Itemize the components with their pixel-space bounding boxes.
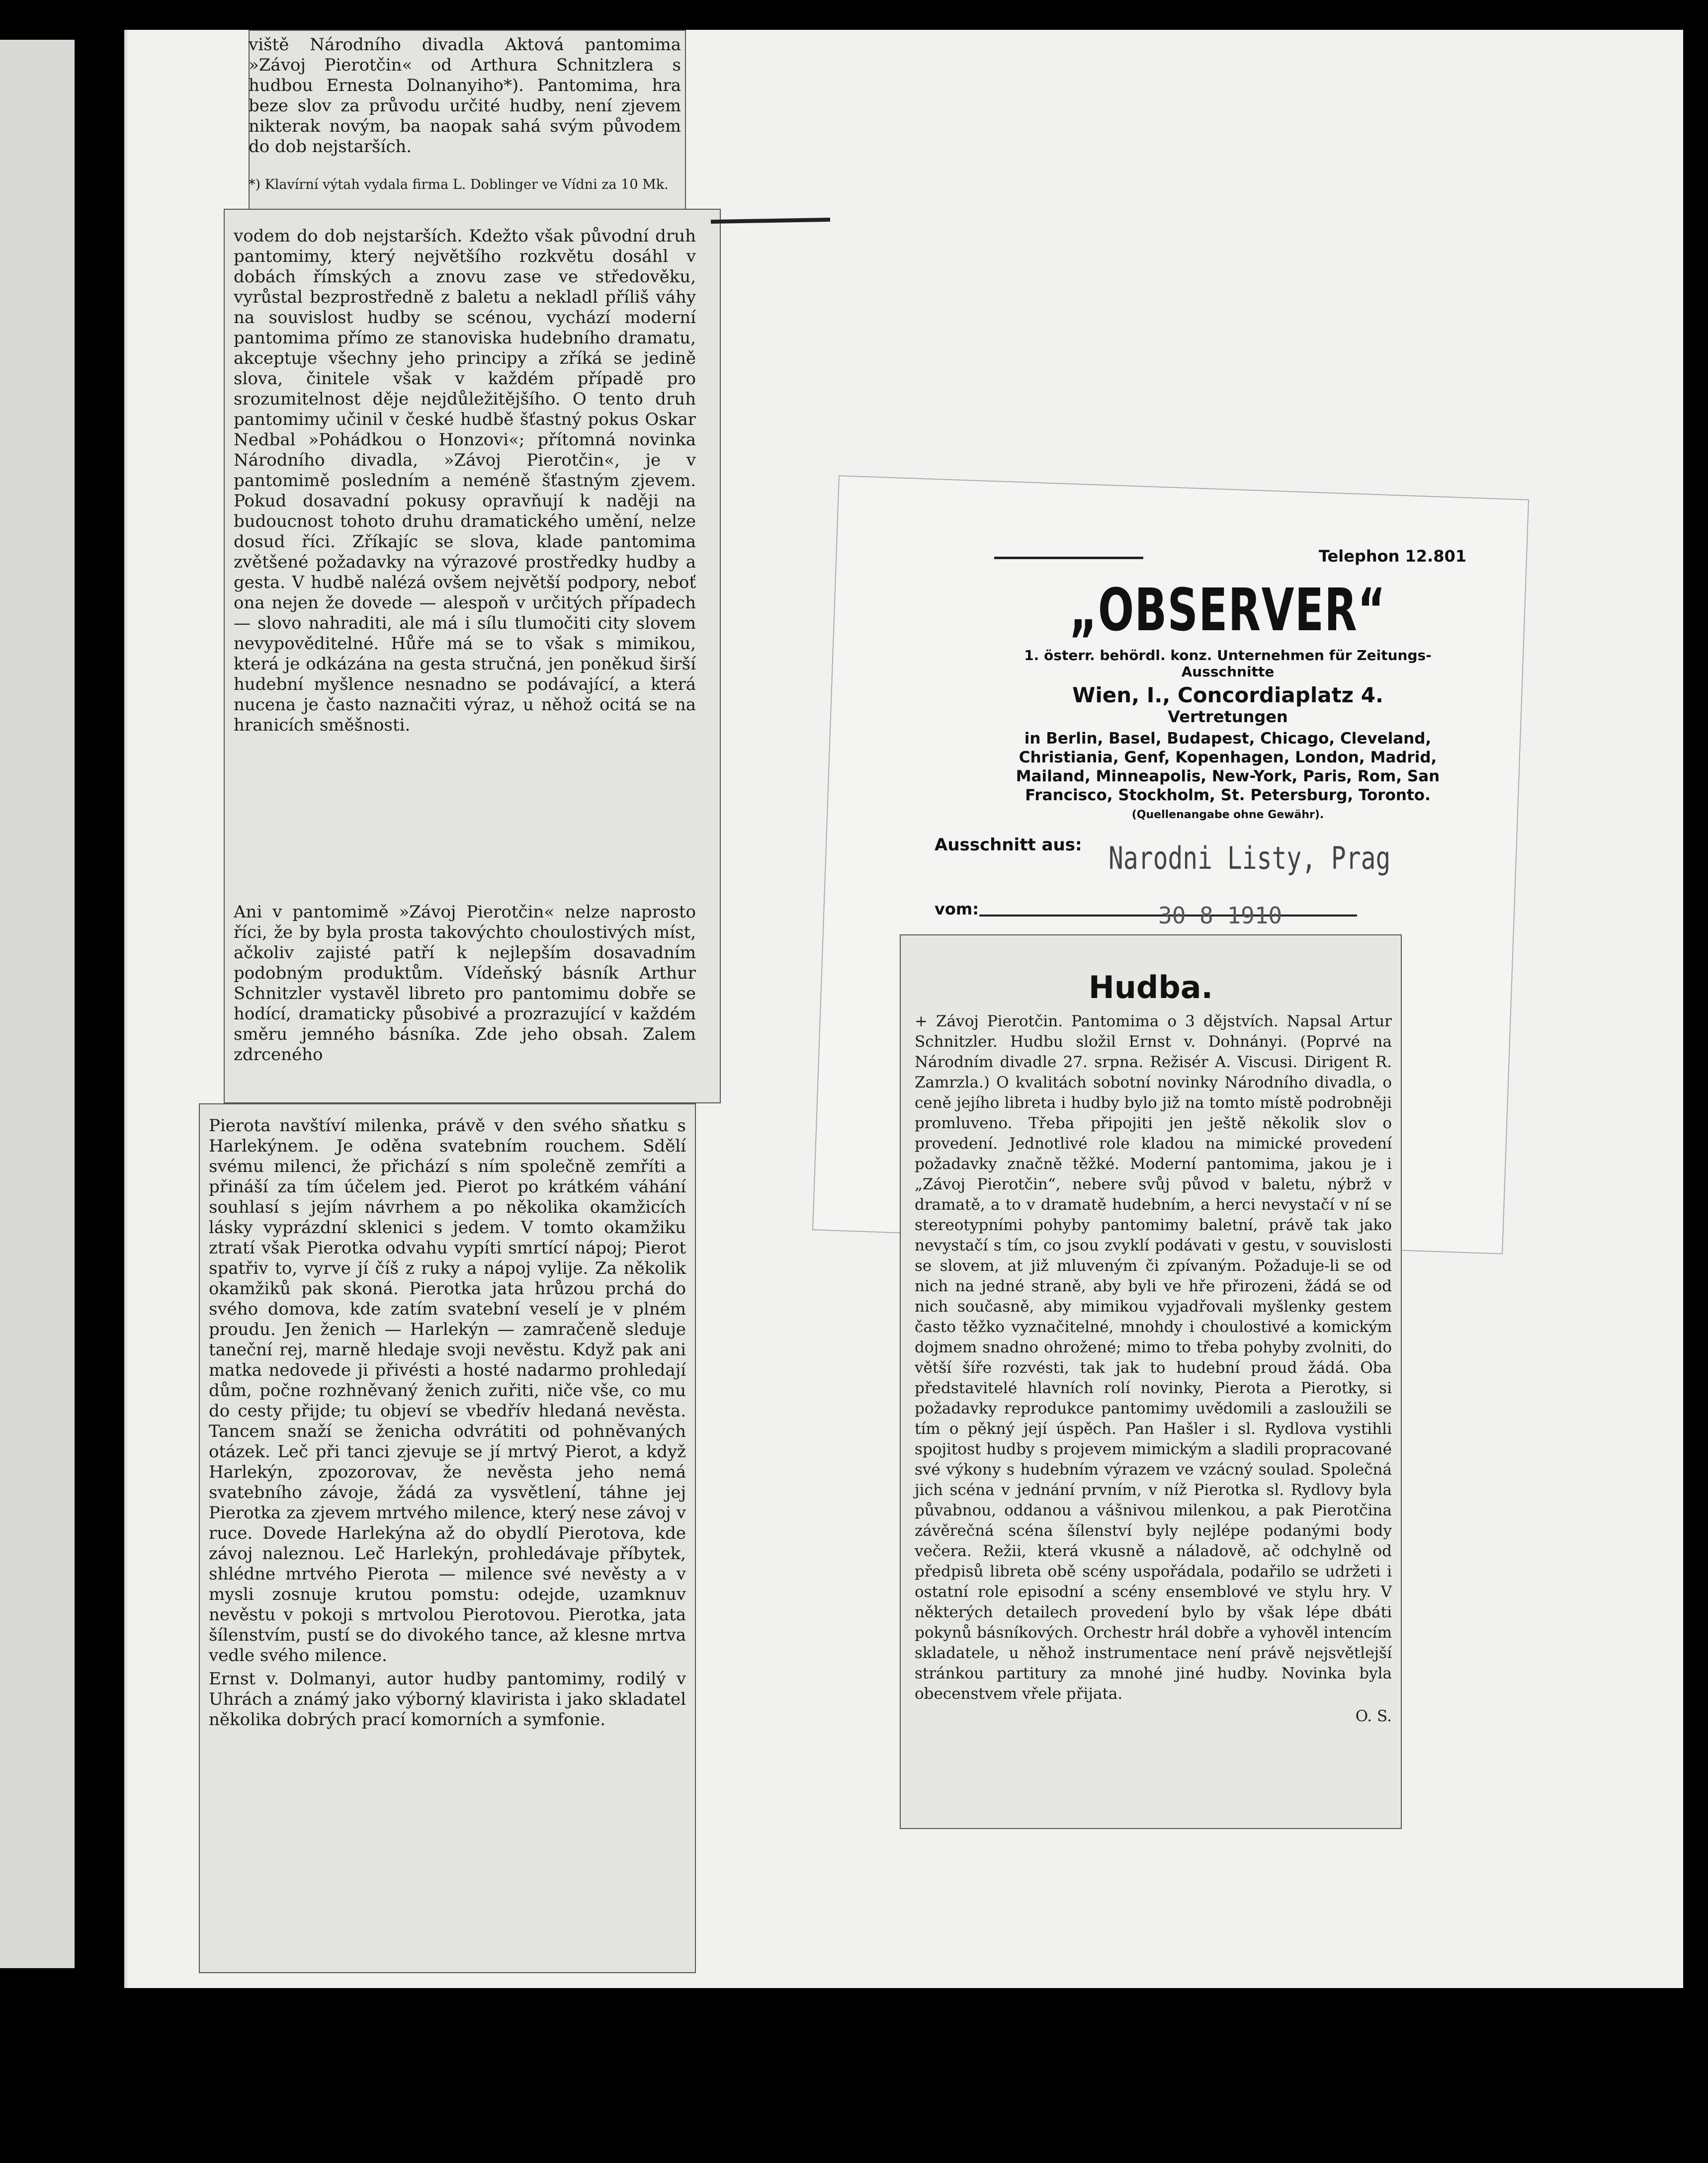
second-paragraph: Ani v pantomimě »Závoj Pierotčin« nelze naprosto říci, že by byla prosta takovýchto choulostivých míst, ačkoliv zajisté patří k nejlepším dosavadním podobným produktům. Vídeňský básník Arthur Schnitzler vystavěl libreto pro pantomimu dobře se hodící, dramaticky působivé a prozrazující v každém směru jemného básníka. Zde jeho obsah. Zalem zdrceného bbox=[234, 902, 696, 1065]
source-stamp: Narodni Listy, Prag bbox=[1109, 840, 1391, 876]
observer-telephone: Telephon 12.801 bbox=[1318, 547, 1466, 566]
article-intro bbox=[249, 35, 681, 160]
observer-address: Wien, I., Concordiaplatz 4. bbox=[1072, 683, 1383, 707]
article-second bbox=[234, 902, 696, 1068]
article-bottom bbox=[209, 1116, 686, 1733]
hudba-article bbox=[915, 1011, 1392, 1727]
date-stamp: 30 8 1910 bbox=[1158, 902, 1282, 929]
observer-company-line: 1. österr. behördl. konz. Unternehmen für Zeitungs-Ausschnitte bbox=[1024, 647, 1432, 680]
observer-note: (Quellenangabe ohne Gewähr). bbox=[1131, 809, 1324, 821]
main-paragraph: vodem do dob nejstarších. Kdežto však původní druh pantomimy, který největšího rozkvětu dosáhl v dobách římských a znovu zase ve středověku, vyrůstal bezprostředně z baletu a nekladl příliš váhy na souvislost hudby se scénou, vychází moderní pantomima přímo ze stanoviska hudebního dramatu, akceptuje všechny jeho principy a zříká se jedině slova, činitele však v každém případě pro srozumitelnost děje nejdůležitějšího. O tento druh pantomimy učinil v české hudbě šťastný pokus Oskar Nedbal »Pohádkou o Honzovi«; přítomná novinka Národního divadla, »Závoj Pierotčin«, je v pantomimě posledním a neméně šťastným zjevem. Pokud dosavadní pokusy opravňují k naději na budoucnost tohoto druhu dramatického umění, nelze dosud říci. Zříkajíc se slova, klade pantomima zvětšené požadavky na výrazové prostředky hudby a gesta. V hudbě nalézá ovšem největší podpory, neboť ona nejen že dovede — alespoň v určitých případech — slovo nahraditi, ale má i sílu tlumočiti city slovem nevypověditelné. Hůře má se to však s mimikou, která je odkázána na gesta stručná, jen poněkud širší hudební myšlence nesnadno se podávající, a která nucena je často naznačiti výraz, u něhož ocitá se na hranicích směšnosti. bbox=[234, 226, 696, 735]
article-footnote bbox=[249, 176, 681, 196]
observer-vertretungen: Vertretungen bbox=[1168, 707, 1288, 726]
adjacent-page-edge bbox=[0, 40, 75, 1968]
final-paragraph: Ernst v. Dolmanyi, autor hudby pantomimy, rodilý v Uhrách a známý jako výborný klavirista i jako skladatel několika dobrých prací komorních a symfonie. bbox=[209, 1669, 686, 1730]
ausschnitt-label: Ausschnitt aus: bbox=[935, 835, 1082, 855]
observer-header bbox=[989, 547, 1466, 821]
footnote-text: *) Klavírní výtah vydala firma L. Doblinger ve Vídni za 10 Mk. bbox=[249, 177, 669, 192]
observer-title: „OBSERVER“ bbox=[1069, 576, 1386, 644]
observer-cities: in Berlin, Basel, Budapest, Chicago, Cleveland, Christiania, Genf, Kopenhagen, London, Madrid, Mailand, Minneapolis, New-York, Paris, Rom, San Francisco, Stockholm, St. Petersburg, Toronto. bbox=[1016, 730, 1440, 804]
bottom-paragraph: Pierota navštíví milenka, právě v den svého sňatku s Harlekýnem. Je oděna svatebním rouchem. Sdělí svému milenci, že přichází s ním společně zemříti a přináší za tím účelem jed. Pierot po krátkém váhání souhlasí s jejím návrhem a po několika okamžicích lásky vyprázdní sklenici s jedem. V tomto okamžiku ztratí však Pierotka odvahu vypíti smrtící nápoj; Pierot spatřiv to, vyrve jí číš z ruky a nápoj vylije. Za několik okamžiků pak skoná. Pierotka jata hrůzou prchá do svého domova, kde zatím svatební veselí je v plném proudu. Jen ženich — Harlekýn — zamračeně sleduje taneční rej, marně hledaje svoji nevěstu. Když pak ani matka nedovede ji přivésti a hosté nadarmo prohledají dům, počne rozhněvaný ženich zuřiti, niče vše, co mu do cesty přijde; tu objeví se vbedřív hledaná nevěsta. Tancem snaží se ženicha odvrátiti od pohněvaných otázek. Leč při tanci zjevuje se jí mrtvý Pierot, a když Harlekýn, zpozorovav, že nevěsta jeho nemá svatebního závoje, žádá za vysvětlení, táhne jej Pierotka za zjevem mrtvého milence, který nese závoj v ruce. Dovede Harlekýna až do obydlí Pierotova, kde závoj naleznou. Leč Harlekýn, prohledávaje příbytek, shlédne mrtvého Pierota — milence své nevěsty a v mysli zosnuje krutou pomstu: odejde, uzamknuv nevěstu v pokoji s mrtvolou Pierotovou. Pierotka, jata šílenstvím, pustí se do divokého tance, až klesne mrtva vedle svého milence. bbox=[209, 1116, 686, 1665]
article-main bbox=[234, 226, 696, 739]
intro-paragraph: viště Národního divadla Aktová pantomima »Závoj Pierotčin« od Arthura Schnitzlera s hudbou Ernesta Dolnanyiho*). Pantomima, hra beze slov za průvodu určité hudby, není zjevem nikterak novým, ba naopak sahá svým původem do dob nejstarších. bbox=[249, 35, 681, 157]
hudba-title: Hudba. bbox=[1088, 969, 1213, 1005]
hudba-body: + Závoj Pierotčin. Pantomima o 3 dějstvích. Napsal Artur Schnitzler. Hudbu složil Ernst v. Dohnányi. (Poprvé na Národním divadle 27. srpna. Režisér A. Viscusi. Dirigent R. Zamrzla.) O kvalitách sobotní novinky Národního divadla, o ceně jejího libreta i hudby bylo již na tomto místě podrobněji promluveno. Třeba připojiti jen ještě několik slov o provedení. Jednotlivé role kladou na mimické provedení požadavky značně těžké. Moderní pantomima, jakou je i „Závoj Pierotčin“, nebere svůj původ v baletu, nýbrž v dramatě, a to v dramatě hudebním, a herci nevystačí v ní se stereotypními pohyby pantomimy baletní, právě tak jako nevystačí s tím, co jsou zvyklí podávati v gestu, v souvislosti se slovem, at již mluveným či zpívaným. Požaduje-li se od nich na jedné straně, aby byli ve hře přirozeni, žádá se od nich současně, aby mimikou vyjadřovali myšlenky gestem často těžko vyznačitelné, mnohdy i choulostivé a komickým dojmem snadno ohrožené; mimo to třeba pohyby zvolniti, do větší šíře rozvésti, tak jak to hudební proud žádá. Oba představitelé hlavních rolí novinky, Pierota a Pierotky, si požadavky reprodukce pantomimy uvědomili a zasloužili se tím o pěkný její úspěch. Pan Hašler i sl. Rydlova vystihli spojitost hudby s projevem mimickým a sladili propracované své výkony s hudebním výrazem ve vzácný soulad. Společná jich scéna v jednání prvním, v níž Pierotka sl. Rydlovy byla půvabnou, oddanou a vášnivou milenkou, a pak Pierotčina závěrečná scéna šílenství byly nejlépe podanými body večera. Režii, která vkusně a náladově, ač odchylně od předpisů libreta obě scény uspořádala, podařilo se udržeti i ostatní role episodní a scény ensemblové ve stylu hry. V některých detailech provedení bylo by však lépe dbáti pokynů básníkových. Orchestr hrál dobře a vyhověl intencím skladatele, u něhož instrumentace není právě nejsvětlejší stránkou partitury za mnohé jiné hudby. Novinka byla obecenstvem vřele přijata. bbox=[915, 1012, 1392, 1703]
header-rule bbox=[994, 557, 1143, 559]
hudba-signature: O. S. bbox=[1355, 1707, 1392, 1725]
vom-label: vom: bbox=[935, 900, 979, 918]
